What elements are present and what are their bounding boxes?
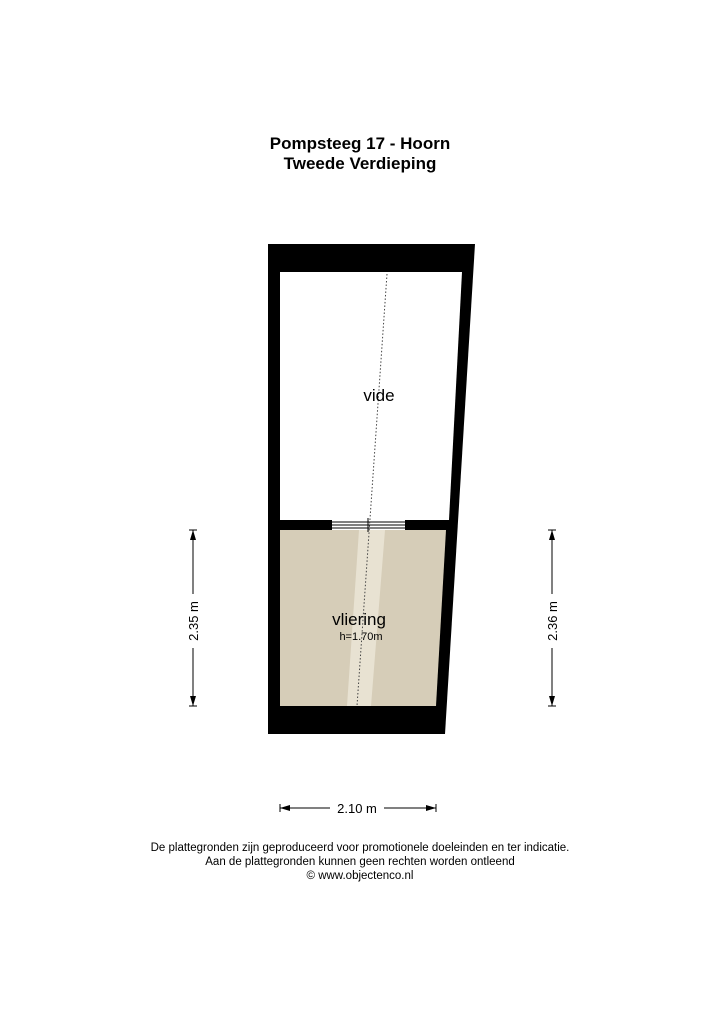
disclaimer-line-2: Aan de plattegronden kunnen geen rechten worden ontleend [205, 856, 515, 868]
plan-title-address: Pompsteeg 17 - Hoorn [269, 134, 451, 153]
disclaimer-line-1: De plattegronden zijn geproduceerd voor promotionele doeleinden en ter indicatie. [150, 842, 570, 854]
hatch-opening [332, 518, 405, 532]
dimension-left-label: 2.35 m [186, 601, 201, 641]
copyright-line: © www.objectenco.nl [306, 870, 414, 882]
partition-wall-right [405, 520, 449, 530]
room-label-vliering: vliering [332, 610, 386, 629]
partition-wall-left [280, 520, 332, 530]
room-height-note: h=1.70m [339, 631, 383, 643]
dimension-bottom-label: 2.10 m [337, 801, 377, 816]
room-label-vide: vide [363, 386, 395, 405]
dimension-right-label: 2.36 m [545, 601, 560, 641]
plan-title-floor: Tweede Verdieping [283, 154, 437, 173]
